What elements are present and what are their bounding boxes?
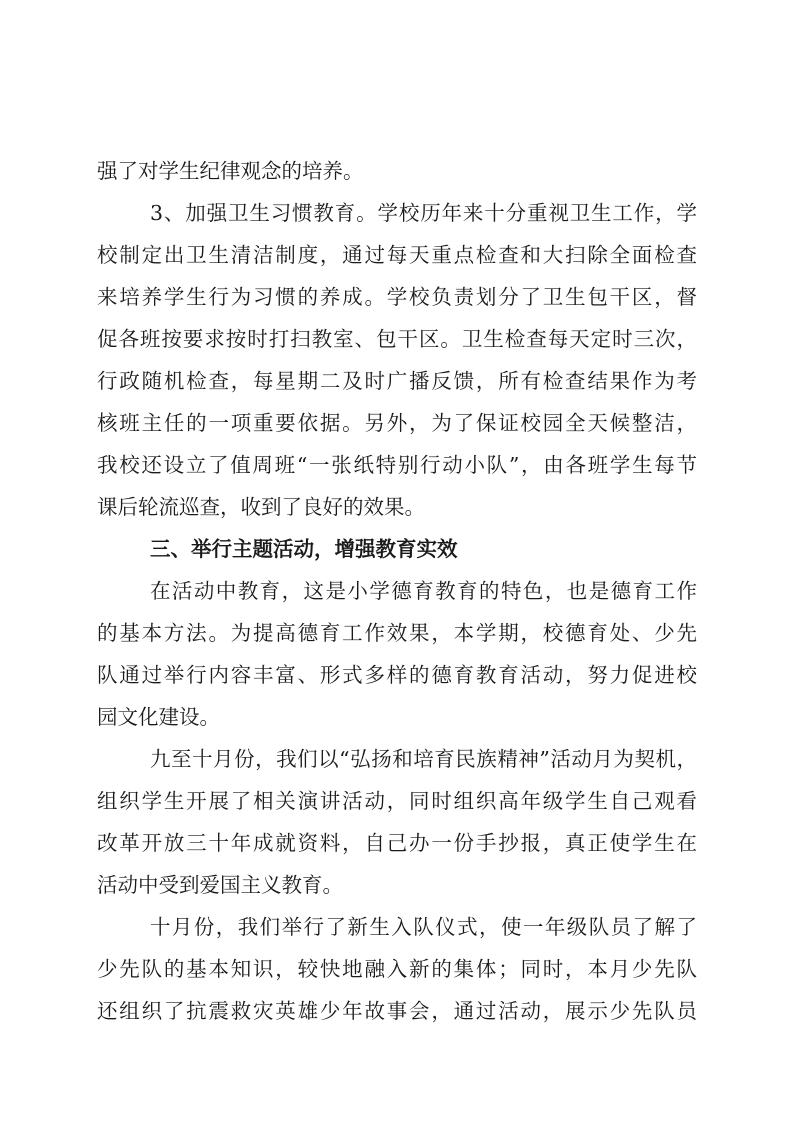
paragraph-line: 少先队的基本知识，较快地融入新的集体；同时，本月少先队 — [97, 957, 697, 981]
section-heading: 三、举行主题活动，增强教育实效 — [150, 537, 458, 561]
paragraph-line: 核班主任的一项重要依据。另外，为了保证校园全天候整洁， — [97, 411, 697, 435]
paragraph-line: 3、加强卫生习惯教育。学校历年来十分重视卫生工作，学 — [150, 201, 697, 225]
paragraph-line: 队通过举行内容丰富、形式多样的德育教育活动，努力促进校 — [97, 663, 697, 687]
paragraph-line: 校制定出卫生清洁制度，通过每天重点检查和大扫除全面检查 — [97, 243, 697, 267]
paragraph-line: 园文化建设。 — [97, 705, 220, 729]
paragraph-line: 十月份，我们举行了新生入队仪式，使一年级队员了解了 — [150, 915, 697, 939]
paragraph-line: 行政随机检查，每星期二及时广播反馈，所有检查结果作为考 — [97, 369, 697, 393]
paragraph-line: 还组织了抗震救灾英雄少年故事会，通过活动，展示少先队员 — [97, 999, 697, 1023]
paragraph-line: 改革开放三十年成就资料，自己办一份手抄报，真正使学生在 — [97, 831, 697, 855]
paragraph-line: 我校还设立了值周班“一张纸特别行动小队”，由各班学生每节 — [97, 453, 697, 477]
paragraph-line: 促各班按要求按时打扫教室、包干区。卫生检查每天定时三次， — [97, 327, 697, 351]
paragraph-line: 课后轮流巡查，收到了良好的效果。 — [97, 495, 425, 519]
paragraph-line: 强了对学生纪律观念的培养。 — [97, 159, 364, 183]
paragraph-line: 在活动中教育，这是小学德育教育的特色，也是德育工作 — [150, 579, 697, 603]
paragraph-line: 活动中受到爱国主义教育。 — [97, 873, 343, 897]
paragraph-line: 九至十月份，我们以“弘扬和培育民族精神”活动月为契机， — [150, 747, 697, 771]
paragraph-line: 来培养学生行为习惯的养成。学校负责划分了卫生包干区，督 — [97, 285, 697, 309]
paragraph-line: 组织学生开展了相关演讲活动，同时组织高年级学生自己观看 — [97, 789, 697, 813]
paragraph-line: 的基本方法。为提高德育工作效果，本学期，校德育处、少先 — [97, 621, 697, 645]
